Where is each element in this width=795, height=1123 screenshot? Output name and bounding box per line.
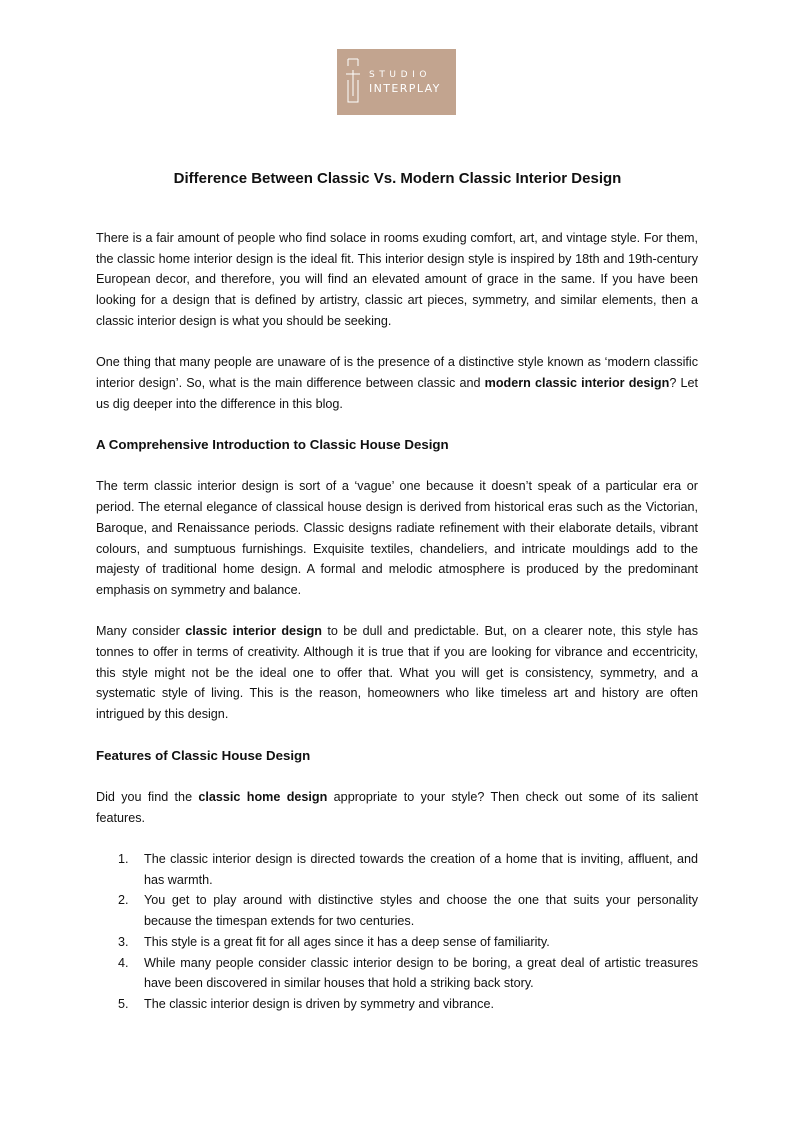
section2-paragraph-1 [96, 787, 698, 828]
intro-paragraph-2 [96, 352, 698, 414]
intro-p2-text-before: One thing that many people are unaware of is the presence of a distinctive style known as ‘modern classific interior design’. So, what is the main difference between classic and [96, 355, 698, 390]
list-item-text: The classic interior design is directed towards the creation of a home that is inviting, affluent, and has warmth. [144, 851, 698, 887]
section1-p2-text-before: Many consider [96, 624, 186, 639]
section1-p2-text-after: to be dull and predictable. But, on a clearer note, this style has tonnes to offer in terms of creativity. Although it is true that if you are looking for vibrance and eccentricity, this style might not be the ideal one to offer that. What you will get is consistency, symmetry, and a systematic style of living. This is the reason, homeowners who like timeless art and history are often intrigued by this design. [96, 624, 698, 722]
list-item-number: 4. [118, 955, 129, 970]
list-item [96, 953, 698, 994]
logo-line-studio: STUDIO [369, 70, 432, 80]
section-heading-features: Features of Classic House Design [96, 747, 311, 763]
list-item-text: You get to play around with distinctive styles and choose the one that suits your personality because the timespan extends for two centuries. [144, 893, 698, 929]
list-item-number: 5. [118, 996, 129, 1011]
logo-mark-icon [345, 58, 361, 104]
page-title: Difference Between Classic Vs. Modern Classic Interior Design [173, 170, 622, 187]
logo-wordmark [369, 69, 441, 95]
studio-interplay-logo [337, 49, 456, 115]
section1-paragraph-2 [96, 621, 698, 725]
list-item [96, 849, 698, 890]
section1-paragraph-1: The term classic interior design is sort of a ‘vague’ one because it doesn’t speak of a particular era or period. The eternal elegance of classical house design is derived from historical eras such as the Victorian, Baroque, and Renaissance periods. Classic designs radiate refinement with their elaborate details, vibrant colours, and sumptuous furnishings. Exquisite textiles, chandeliers, and intricate mouldings add to the majesty of traditional home design. A formal and melodic atmosphere is produced by the predominant emphasis on symmetry and balance. [96, 479, 698, 597]
intro-p2-text-after: ? Let us dig deeper into the difference in this blog. [96, 375, 698, 411]
list-item-number: 3. [118, 934, 129, 949]
list-item [96, 932, 698, 953]
list-item-number: 1. [118, 851, 129, 866]
section2-p1-text-before: Did you find the [96, 789, 199, 804]
list-item-text: The classic interior design is driven by symmetry and vibrance. [144, 996, 494, 1011]
logo-line-interplay: INTERPLAY [369, 82, 441, 95]
section1-p2-bold-keyword: classic interior design [185, 624, 322, 639]
article-body [96, 228, 698, 1015]
list-item [96, 994, 698, 1015]
section2-p1-bold-keyword: classic home design [198, 789, 328, 804]
list-item-text: This style is a great fit for all ages since it has a deep sense of familiarity. [144, 934, 550, 949]
section2-p1-text-after: appropriate to your style? Then check out some of its salient features. [96, 789, 698, 825]
list-item-number: 2. [118, 893, 129, 908]
features-list [96, 849, 698, 1015]
list-item-text: While many people consider classic interior design to be boring, a great deal of artistic treasures have been discovered in similar houses that hold a striking back story. [144, 955, 698, 991]
section-heading-classic-intro: A Comprehensive Introduction to Classic House Design [96, 437, 449, 452]
list-item [96, 890, 698, 931]
intro-p2-bold-keyword: modern classic interior design [484, 375, 670, 390]
intro-paragraph-1: There is a fair amount of people who find solace in rooms exuding comfort, art, and vintage style. For them, the classic home interior design is the ideal fit. This interior design style is inspired by 18th and 19th-century European decor, and therefore, you will find an elevated amount of grace in the same. If you have been looking for a design that is defined by artistry, classic art pieces, symmetry, and similar elements, then a classic interior design is what you should be seeking. [96, 231, 698, 328]
